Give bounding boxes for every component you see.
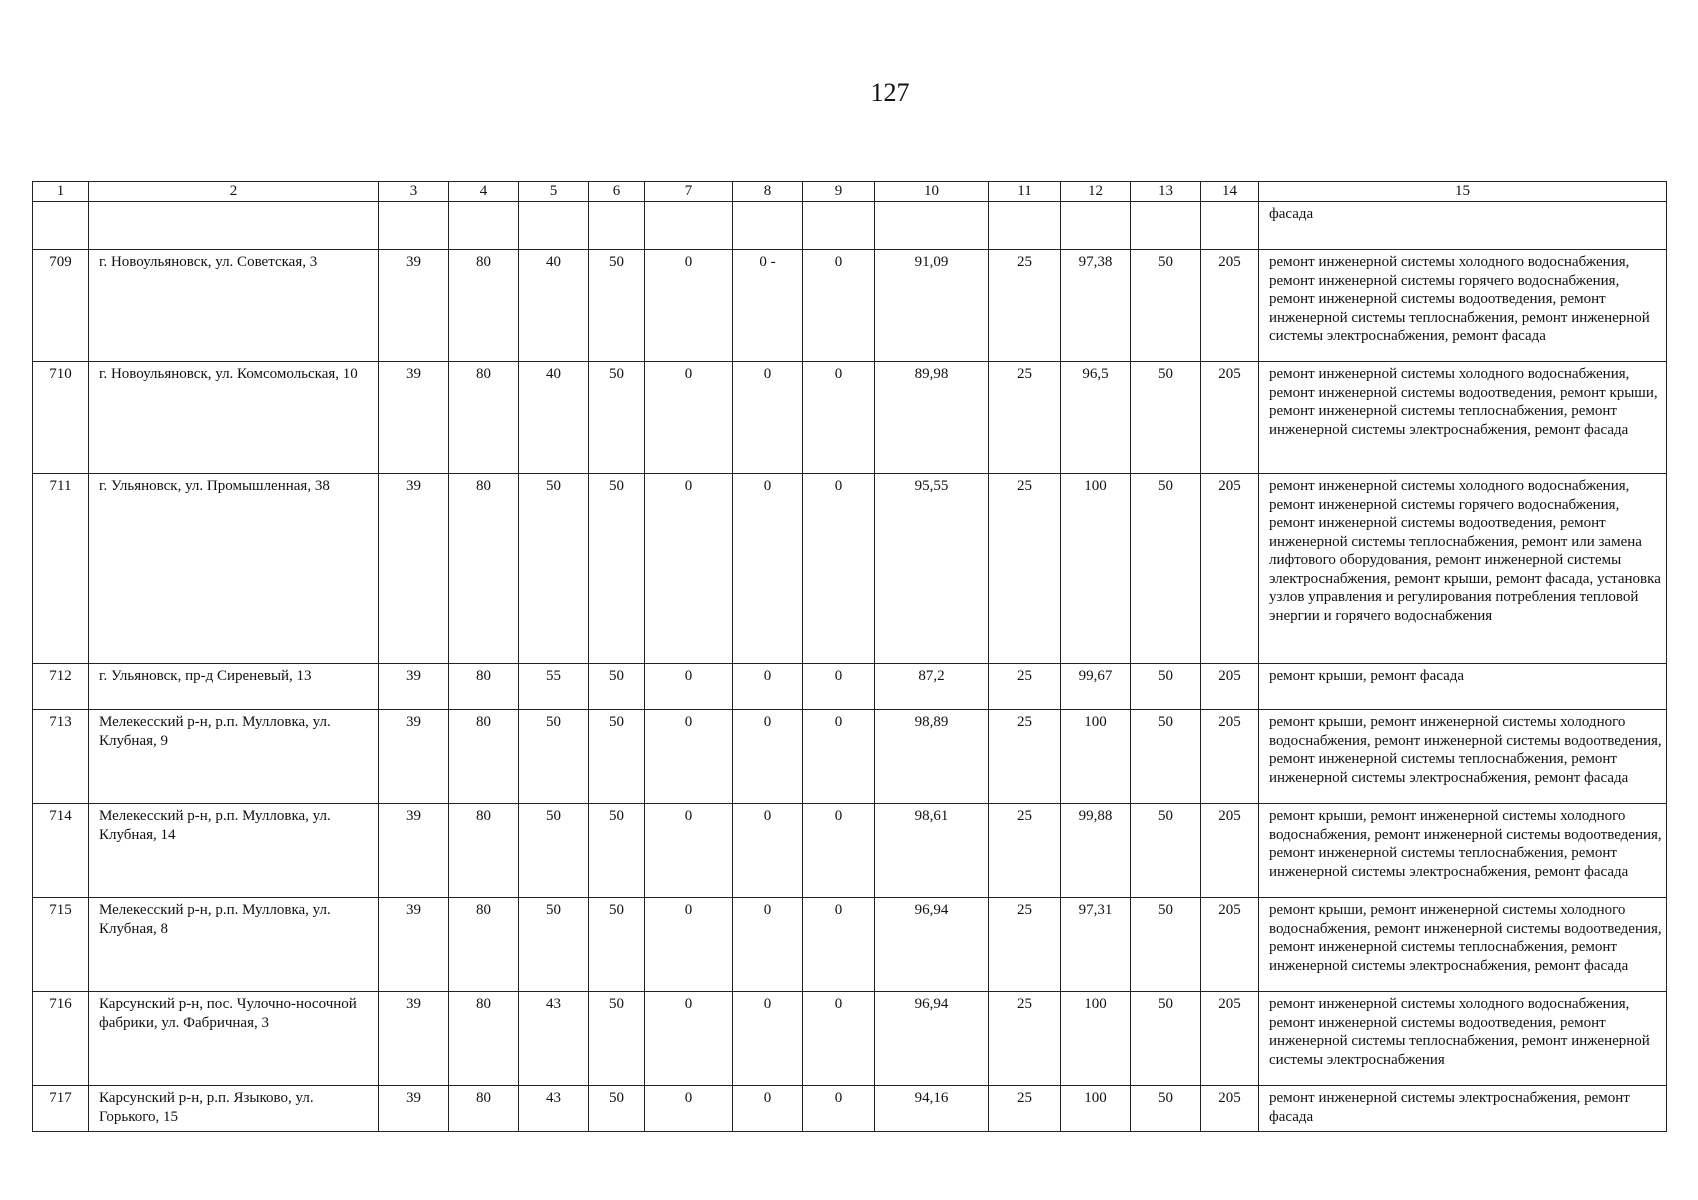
value-cell-col-8: 0 xyxy=(733,710,803,804)
value-cell-col-3: 39 xyxy=(379,1086,449,1132)
row-number-cell: 713 xyxy=(33,710,89,804)
works-cell: ремонт крыши, ремонт фасада xyxy=(1259,664,1667,710)
value-cell-col-7: 0 xyxy=(645,804,733,898)
value-cell-col-11: 25 xyxy=(989,898,1061,992)
value-cell-col-5: 50 xyxy=(519,710,589,804)
value-cell-col-9: 0 xyxy=(803,250,875,362)
value-cell-col-9: 0 xyxy=(803,710,875,804)
value-cell-col-3: 39 xyxy=(379,362,449,474)
works-cell: ремонт крыши, ремонт инженерной системы холодного водоснабжения, ремонт инженерной системы водоотведения, ремонт инженерной системы теплоснабжения, ремонт инженерной системы электроснабжения, ремонт фасада xyxy=(1259,710,1667,804)
value-cell-col-13: 50 xyxy=(1131,362,1201,474)
value-cell-col-11: 25 xyxy=(989,710,1061,804)
row-number-cell: 709 xyxy=(33,250,89,362)
value-cell-col-5: 43 xyxy=(519,1086,589,1132)
row-number-cell: 714 xyxy=(33,804,89,898)
value-cell-col-5: 40 xyxy=(519,362,589,474)
value-cell-col-11: 25 xyxy=(989,664,1061,710)
value-cell-col-7: 0 xyxy=(645,664,733,710)
value-cell-col-8: 0 xyxy=(733,362,803,474)
column-header: 14 xyxy=(1201,182,1259,202)
table-row xyxy=(33,664,1667,710)
value-cell-col-10: 96,94 xyxy=(875,898,989,992)
value-cell-col-3: 39 xyxy=(379,710,449,804)
value-cell-col-12: 100 xyxy=(1061,474,1131,664)
value-cell-col-6: 50 xyxy=(589,250,645,362)
column-header: 2 xyxy=(89,182,379,202)
value-cell-col-10: 87,2 xyxy=(875,664,989,710)
table-row xyxy=(33,992,1667,1086)
value-cell-col-5: 50 xyxy=(519,898,589,992)
value-cell-col-11: 25 xyxy=(989,250,1061,362)
capital-repair-table xyxy=(32,181,1667,1132)
value-cell-col-11: 25 xyxy=(989,804,1061,898)
value-cell-col-3: 39 xyxy=(379,664,449,710)
value-cell-col-14: 205 xyxy=(1201,710,1259,804)
value-cell-col-5: 43 xyxy=(519,992,589,1086)
column-header: 7 xyxy=(645,182,733,202)
table-row xyxy=(33,804,1667,898)
value-cell-col-8: 0 xyxy=(733,474,803,664)
column-header: 1 xyxy=(33,182,89,202)
value-cell-col-11: 25 xyxy=(989,1086,1061,1132)
value-cell-col-4: 80 xyxy=(449,474,519,664)
row-number-cell: 710 xyxy=(33,362,89,474)
value-cell-col-13: 50 xyxy=(1131,898,1201,992)
value-cell-col-5: 50 xyxy=(519,474,589,664)
row-number-cell: 712 xyxy=(33,664,89,710)
address-cell: Карсунский р-н, р.п. Языково, ул. Горького, 15 xyxy=(89,1086,379,1132)
continuation-row xyxy=(33,202,1667,250)
value-cell-col-13: 50 xyxy=(1131,992,1201,1086)
address-cell: г. Ульяновск, пр-д Сиреневый, 13 xyxy=(89,664,379,710)
value-cell-col-11: 25 xyxy=(989,362,1061,474)
value-cell-col-14: 205 xyxy=(1201,474,1259,664)
value-cell-col-12: 100 xyxy=(1061,992,1131,1086)
value-cell-col-13: 50 xyxy=(1131,664,1201,710)
table-body xyxy=(33,250,1667,1132)
value-cell-col-3: 39 xyxy=(379,804,449,898)
value-cell-col-6: 50 xyxy=(589,992,645,1086)
value-cell-col-9: 0 xyxy=(803,664,875,710)
column-header: 8 xyxy=(733,182,803,202)
value-cell-col-9: 0 xyxy=(803,474,875,664)
column-header: 9 xyxy=(803,182,875,202)
value-cell-col-7: 0 xyxy=(645,362,733,474)
table-row xyxy=(33,362,1667,474)
value-cell-col-9: 0 xyxy=(803,898,875,992)
value-cell-col-12: 100 xyxy=(1061,1086,1131,1132)
value-cell-col-13: 50 xyxy=(1131,710,1201,804)
value-cell-col-4: 80 xyxy=(449,1086,519,1132)
column-header: 5 xyxy=(519,182,589,202)
value-cell-col-3: 39 xyxy=(379,250,449,362)
table-row xyxy=(33,898,1667,992)
column-number-row xyxy=(33,182,1667,202)
value-cell-col-13: 50 xyxy=(1131,804,1201,898)
value-cell-col-13: 50 xyxy=(1131,474,1201,664)
value-cell-col-10: 95,55 xyxy=(875,474,989,664)
works-cell: ремонт крыши, ремонт инженерной системы холодного водоснабжения, ремонт инженерной системы водоотведения, ремонт инженерной системы теплоснабжения, ремонт инженерной системы электроснабжения, ремонт фасада xyxy=(1259,898,1667,992)
value-cell-col-14: 205 xyxy=(1201,362,1259,474)
value-cell-col-14: 205 xyxy=(1201,898,1259,992)
address-cell: г. Новоульяновск, ул. Советская, 3 xyxy=(89,250,379,362)
value-cell-col-3: 39 xyxy=(379,474,449,664)
value-cell-col-13: 50 xyxy=(1131,1086,1201,1132)
value-cell-col-14: 205 xyxy=(1201,664,1259,710)
table-row xyxy=(33,474,1667,664)
value-cell-col-4: 80 xyxy=(449,804,519,898)
value-cell-col-14: 205 xyxy=(1201,1086,1259,1132)
works-cell: ремонт инженерной системы холодного водоснабжения, ремонт инженерной системы горячего водоснабжения, ремонт инженерной системы водоотведения, ремонт инженерной системы теплоснабжения, ремонт или замена лифтового оборудования, ремонт инженерной системы электроснабжения, ремонт крыши, ремонт фасада, установка узлов управления и регулирования потребления тепловой энергии и горячего водоснабжения xyxy=(1259,474,1667,664)
value-cell-col-9: 0 xyxy=(803,992,875,1086)
value-cell-col-6: 50 xyxy=(589,474,645,664)
value-cell-col-6: 50 xyxy=(589,362,645,474)
value-cell-col-7: 0 xyxy=(645,710,733,804)
value-cell-col-8: 0 xyxy=(733,1086,803,1132)
value-cell-col-9: 0 xyxy=(803,362,875,474)
column-header: 12 xyxy=(1061,182,1131,202)
value-cell-col-11: 25 xyxy=(989,992,1061,1086)
value-cell-col-6: 50 xyxy=(589,710,645,804)
column-header: 10 xyxy=(875,182,989,202)
address-cell: Мелекесский р-н, р.п. Мулловка, ул. Клубная, 9 xyxy=(89,710,379,804)
value-cell-col-8: 0 xyxy=(733,664,803,710)
table-row xyxy=(33,710,1667,804)
value-cell-col-7: 0 xyxy=(645,992,733,1086)
value-cell-col-7: 0 xyxy=(645,250,733,362)
table-row xyxy=(33,1086,1667,1132)
value-cell-col-12: 97,38 xyxy=(1061,250,1131,362)
column-header: 11 xyxy=(989,182,1061,202)
row-number-cell: 716 xyxy=(33,992,89,1086)
address-cell: Мелекесский р-н, р.п. Мулловка, ул. Клубная, 14 xyxy=(89,804,379,898)
value-cell-col-7: 0 xyxy=(645,474,733,664)
column-header: 3 xyxy=(379,182,449,202)
value-cell-col-14: 205 xyxy=(1201,250,1259,362)
works-cell: ремонт инженерной системы холодного водоснабжения, ремонт инженерной системы водоотведения, ремонт крыши, ремонт инженерной системы теплоснабжения, ремонт инженерной системы электроснабжения, ремонт фасада xyxy=(1259,362,1667,474)
address-cell: г. Ульяновск, ул. Промышленная, 38 xyxy=(89,474,379,664)
works-cell: ремонт инженерной системы холодного водоснабжения, ремонт инженерной системы водоотведения, ремонт инженерной системы теплоснабжения, ремонт инженерной системы электроснабжения xyxy=(1259,992,1667,1086)
works-cell: ремонт крыши, ремонт инженерной системы холодного водоснабжения, ремонт инженерной системы водоотведения, ремонт инженерной системы теплоснабжения, ремонт инженерной системы электроснабжения, ремонт фасада xyxy=(1259,804,1667,898)
address-cell: Карсунский р-н, пос. Чулочно-носочной фабрики, ул. Фабричная, 3 xyxy=(89,992,379,1086)
value-cell-col-12: 96,5 xyxy=(1061,362,1131,474)
value-cell-col-14: 205 xyxy=(1201,804,1259,898)
value-cell-col-6: 50 xyxy=(589,804,645,898)
value-cell-col-10: 91,09 xyxy=(875,250,989,362)
value-cell-col-8: 0 - xyxy=(733,250,803,362)
value-cell-col-12: 99,88 xyxy=(1061,804,1131,898)
value-cell-col-8: 0 xyxy=(733,992,803,1086)
value-cell-col-4: 80 xyxy=(449,992,519,1086)
works-cell: ремонт инженерной системы электроснабжения, ремонт фасада xyxy=(1259,1086,1667,1132)
value-cell-col-5: 50 xyxy=(519,804,589,898)
value-cell-col-3: 39 xyxy=(379,898,449,992)
value-cell-col-10: 89,98 xyxy=(875,362,989,474)
value-cell-col-12: 100 xyxy=(1061,710,1131,804)
value-cell-col-8: 0 xyxy=(733,804,803,898)
value-cell-col-13: 50 xyxy=(1131,250,1201,362)
column-header: 15 xyxy=(1259,182,1667,202)
value-cell-col-9: 0 xyxy=(803,1086,875,1132)
works-cell: ремонт инженерной системы холодного водоснабжения, ремонт инженерной системы горячего водоснабжения, ремонт инженерной системы водоотведения, ремонт инженерной системы теплоснабжения, ремонт инженерной системы электроснабжения, ремонт фасада xyxy=(1259,250,1667,362)
table-row xyxy=(33,250,1667,362)
value-cell-col-4: 80 xyxy=(449,362,519,474)
row-number-cell: 717 xyxy=(33,1086,89,1132)
value-cell-col-10: 94,16 xyxy=(875,1086,989,1132)
page-number: 127 xyxy=(870,78,910,107)
address-cell: Мелекесский р-н, р.п. Мулловка, ул. Клубная, 8 xyxy=(89,898,379,992)
works-cell: фасада xyxy=(1259,202,1667,250)
value-cell-col-8: 0 xyxy=(733,898,803,992)
row-number-cell: 715 xyxy=(33,898,89,992)
value-cell-col-6: 50 xyxy=(589,1086,645,1132)
value-cell-col-5: 55 xyxy=(519,664,589,710)
value-cell-col-3: 39 xyxy=(379,992,449,1086)
value-cell-col-4: 80 xyxy=(449,250,519,362)
column-header: 4 xyxy=(449,182,519,202)
value-cell-col-6: 50 xyxy=(589,898,645,992)
value-cell-col-9: 0 xyxy=(803,804,875,898)
value-cell-col-12: 97,31 xyxy=(1061,898,1131,992)
value-cell-col-10: 98,61 xyxy=(875,804,989,898)
column-header: 13 xyxy=(1131,182,1201,202)
value-cell-col-4: 80 xyxy=(449,664,519,710)
address-cell: г. Новоульяновск, ул. Комсомольская, 10 xyxy=(89,362,379,474)
value-cell-col-7: 0 xyxy=(645,898,733,992)
row-number-cell: 711 xyxy=(33,474,89,664)
value-cell-col-10: 98,89 xyxy=(875,710,989,804)
value-cell-col-7: 0 xyxy=(645,1086,733,1132)
column-header: 6 xyxy=(589,182,645,202)
value-cell-col-14: 205 xyxy=(1201,992,1259,1086)
value-cell-col-11: 25 xyxy=(989,474,1061,664)
value-cell-col-5: 40 xyxy=(519,250,589,362)
value-cell-col-4: 80 xyxy=(449,710,519,804)
value-cell-col-10: 96,94 xyxy=(875,992,989,1086)
value-cell-col-12: 99,67 xyxy=(1061,664,1131,710)
value-cell-col-4: 80 xyxy=(449,898,519,992)
value-cell-col-6: 50 xyxy=(589,664,645,710)
